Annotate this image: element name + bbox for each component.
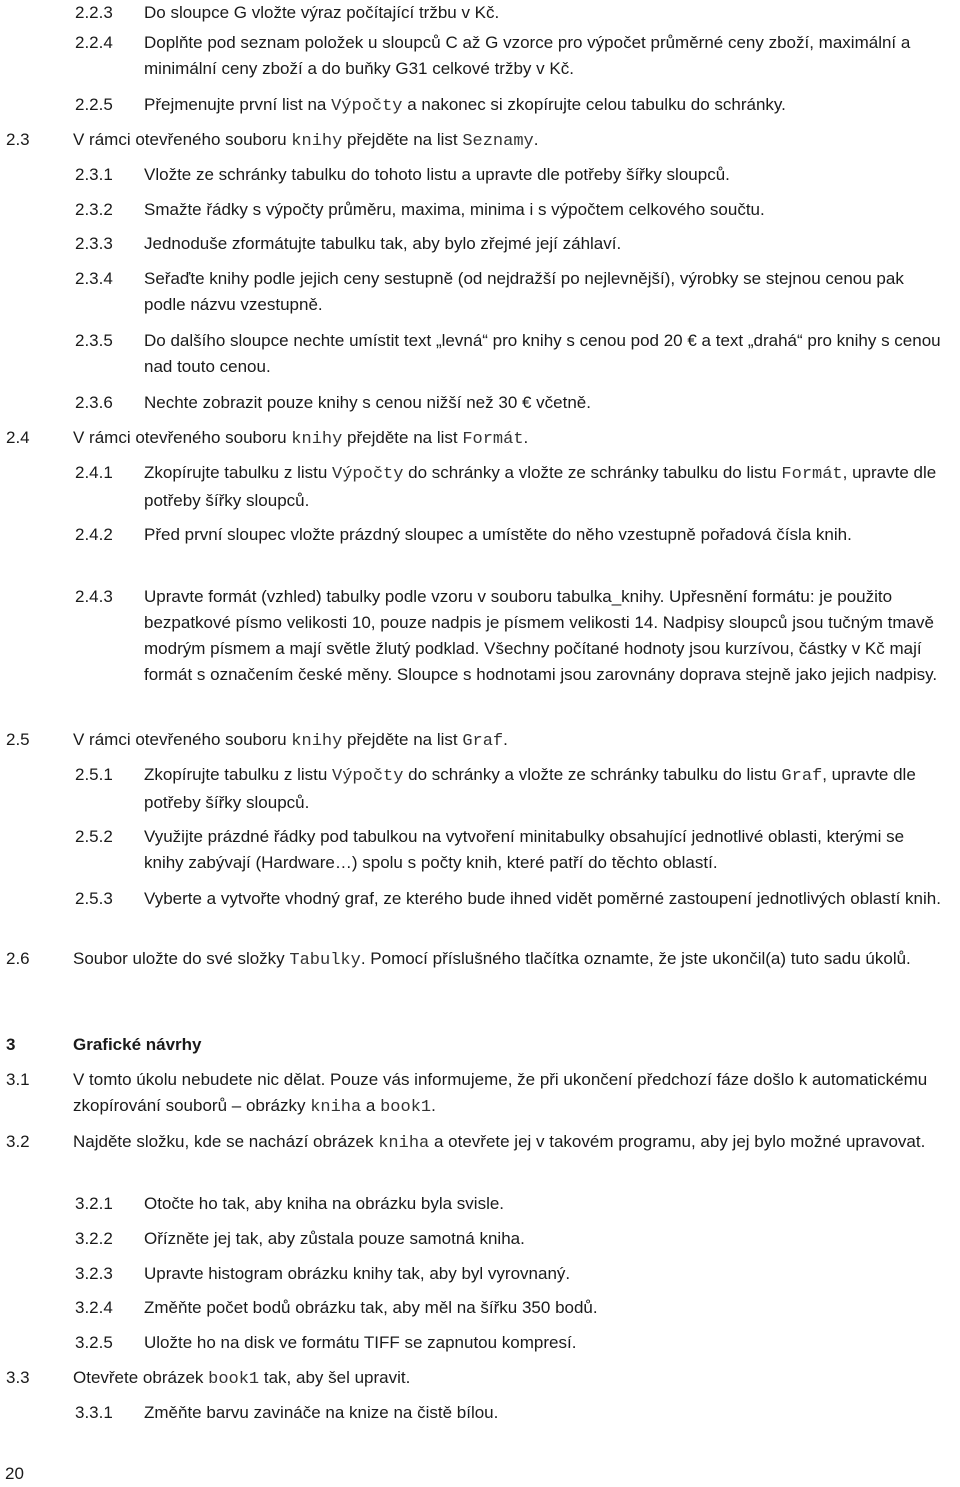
text-segment: Upravte formát (vzhled) tabulky podle vzoru v souboru tabulka_knihy. Upřesnění formátu: je použito bezpatkové písmo velikosti 10, pouze nadpis je písmem velikosti 14. Nadpisy sloupců jsou tučným tmavě modrým písmem a mají světle žlutý podklad. Všechny počítané hodnoty jsou kurzívou, částky v Kč mají formát s označením české měny. Sloupce s hodnotami jsou zarovnány doprava stejně jako jejich nadpisy. <box>144 587 938 684</box>
text-segment: Změňte počet bodů obrázku tak, aby měl na šířku 350 bodů. <box>144 1298 598 1317</box>
text-segment: a nakonec si zkopírujte celou tabulku do schránky. <box>402 95 786 114</box>
text-segment: , upravte dle potřeby šířky sloupců. <box>144 765 916 812</box>
text-segment: Vyberte a vytvořte vhodný graf, ze kterého bude ihned vidět poměrné zastoupení jednotlivých oblastí knih. <box>144 889 941 908</box>
task-text <box>73 1067 942 1121</box>
task-item-2-4-2 <box>75 522 942 548</box>
task-item-3-2-1 <box>75 1191 942 1217</box>
task-number: 2.3.2 <box>75 200 113 219</box>
code-name: kniha <box>378 1134 430 1153</box>
task-number: 3.2.3 <box>75 1264 113 1283</box>
task-item-3-2-2 <box>75 1226 942 1252</box>
task-item-2-2-5 <box>75 92 942 120</box>
code-name: knihy <box>291 732 343 751</box>
text-segment: Přejmenujte první list na <box>144 95 332 114</box>
task-text <box>144 162 942 188</box>
task-text <box>144 328 942 380</box>
task-item-2-3-5 <box>75 328 942 380</box>
task-text <box>144 1191 942 1217</box>
task-number: 2.6 <box>6 949 30 968</box>
text-segment: tak, aby šel upravit. <box>259 1368 411 1387</box>
text-segment: Najděte složku, kde se nachází obrázek <box>73 1132 379 1151</box>
text-segment: Uložte ho na disk ve formátu TIFF se zapnutou kompresí. <box>144 1333 577 1352</box>
task-number: 2.3.5 <box>75 331 113 350</box>
text-segment: . <box>503 730 508 749</box>
task-number: 2.3.1 <box>75 165 113 184</box>
task-number: 2.3.3 <box>75 234 113 253</box>
text-segment: Zkopírujte tabulku z listu <box>144 765 333 784</box>
task-text <box>144 1261 942 1287</box>
task-text <box>73 1129 942 1157</box>
text-segment: přejděte na list <box>342 428 463 447</box>
task-item-2-3-3 <box>75 231 942 257</box>
text-segment: . <box>431 1096 436 1115</box>
task-number: 2.2.5 <box>75 95 113 114</box>
task-number: 2.5.3 <box>75 889 113 908</box>
task-item-3-2-5 <box>75 1330 942 1356</box>
section-heading <box>73 1032 942 1058</box>
task-text <box>144 0 942 26</box>
task-item-2-6 <box>6 946 942 974</box>
text-segment: Otevřete obrázek <box>73 1368 209 1387</box>
task-text <box>144 390 942 416</box>
task-text <box>144 197 942 223</box>
text-segment: V rámci otevřeného souboru <box>73 130 292 149</box>
code-name: Výpočty <box>332 465 404 484</box>
task-item-2-3-4 <box>75 266 942 318</box>
task-text <box>73 425 942 453</box>
task-item-3-3-1 <box>75 1400 942 1426</box>
task-item-2-2-3 <box>75 0 942 26</box>
text-segment: Otočte ho tak, aby kniha na obrázku byla svisle. <box>144 1194 505 1213</box>
task-text <box>144 30 942 82</box>
text-segment: Ořízněte jej tak, aby zůstala pouze samotná kniha. <box>144 1229 525 1248</box>
code-name: knihy <box>291 430 343 449</box>
text-segment: do schránky a vložte ze schránky tabulku do listu <box>403 765 782 784</box>
task-number: 2.3.4 <box>75 269 113 288</box>
text-segment: a otevřete jej v takovém programu, aby jej bylo možné upravovat. <box>429 1132 926 1151</box>
text-segment: přejděte na list <box>342 130 463 149</box>
task-item-2-5-3 <box>75 886 942 912</box>
text-segment: . Pomocí příslušného tlačítka oznamte, že jste ukončil(a) tuto sadu úkolů. <box>360 949 911 968</box>
text-segment: Doplňte pod seznam položek u sloupců C až G vzorce pro výpočet průměrné ceny zboží, maximální a minimální ceny zboží a do buňky G31 celkové tržby v Kč. <box>144 33 911 78</box>
text-segment: Využijte prázdné řádky pod tabulkou na vytvoření minitabulky obsahující jednotlivé oblasti, kterými se knihy zabývají (Hardware…) spolu s počty knih, které patří do těchto oblastí. <box>144 827 905 872</box>
task-text <box>144 886 942 912</box>
task-item-3-2-4 <box>75 1295 942 1321</box>
code-name: Výpočty <box>332 767 404 786</box>
text-segment: . <box>533 130 539 149</box>
task-text <box>144 1226 942 1252</box>
task-item-3-1 <box>6 1067 942 1121</box>
task-item-2-5 <box>6 727 942 755</box>
task-number: 2.4.3 <box>75 587 113 606</box>
task-text <box>73 127 942 155</box>
task-item-2-2-4 <box>75 30 942 82</box>
task-item-3-2 <box>6 1129 942 1157</box>
code-name: Graf <box>781 767 823 786</box>
code-name: kniha <box>310 1098 362 1117</box>
text-segment: Smažte řádky s výpočty průměru, maxima, minima i s výpočtem celkového součtu. <box>144 200 765 219</box>
task-text <box>144 266 942 318</box>
task-text <box>144 762 942 816</box>
text-segment: Upravte histogram obrázku knihy tak, aby byl vyrovnaný. <box>144 1264 571 1283</box>
text-segment: Jednoduše zformátujte tabulku tak, aby bylo zřejmé její záhlaví. <box>144 234 622 253</box>
task-text <box>144 1400 942 1426</box>
code-name: knihy <box>291 132 343 151</box>
task-item-2-3-1 <box>75 162 942 188</box>
task-number: 3.2.4 <box>75 1298 113 1317</box>
text-segment: V rámci otevřeného souboru <box>73 730 292 749</box>
code-name: book1 <box>208 1370 260 1389</box>
code-name: Výpočty <box>331 97 403 116</box>
text-segment: a <box>361 1096 381 1115</box>
text-segment: do schránky a vložte ze schránky tabulku do listu <box>403 463 782 482</box>
task-number: 2.5.2 <box>75 827 113 846</box>
task-item-2-3-2 <box>75 197 942 223</box>
task-text <box>144 92 942 120</box>
task-number: 2.3 <box>6 130 30 149</box>
code-name: book1 <box>380 1098 432 1117</box>
task-number: 2.5 <box>6 730 30 749</box>
code-name: Formát <box>781 465 843 484</box>
text-segment: Grafické návrhy <box>73 1035 202 1054</box>
text-segment: , upravte dle potřeby šířky sloupců. <box>144 463 937 510</box>
task-number: 3 <box>6 1035 16 1054</box>
text-segment: Soubor uložte do své složky <box>73 949 290 968</box>
task-number: 3.3.1 <box>75 1403 113 1422</box>
task-number: 2.5.1 <box>75 765 113 784</box>
task-text <box>73 727 942 755</box>
text-segment: Seřaďte knihy podle jejich ceny sestupně (od nejdražší po nejlevnější), výrobky se stejnou cenou pak podle názvu vzestupně. <box>144 269 904 314</box>
task-text <box>144 1330 942 1356</box>
text-segment: Změňte barvu zavináče na knize na čistě bílou. <box>144 1403 499 1422</box>
task-text <box>144 231 942 257</box>
text-segment: Do dalšího sloupce nechte umístit text „levná“ pro knihy s cenou pod 20 € a text „drahá“ pro knihy s cenou nad touto cenou. <box>144 331 941 376</box>
text-segment: přejděte na list <box>342 730 463 749</box>
task-item-3-3 <box>6 1365 942 1393</box>
text-segment: V rámci otevřeného souboru <box>73 428 292 447</box>
task-number: 3.2.5 <box>75 1333 113 1352</box>
task-item-2-5-2 <box>75 824 942 876</box>
task-item-2-4 <box>6 425 942 453</box>
task-number: 3.2.2 <box>75 1229 113 1248</box>
task-number: 3.3 <box>6 1368 30 1387</box>
task-item-3 <box>6 1032 942 1058</box>
page-number: 20 <box>5 1464 24 1483</box>
task-number: 2.4 <box>6 428 30 447</box>
task-text <box>73 946 942 974</box>
text-segment: . <box>523 428 529 447</box>
task-item-3-2-3 <box>75 1261 942 1287</box>
task-item-2-5-1 <box>75 762 942 816</box>
task-number: 2.3.6 <box>75 393 113 412</box>
task-item-2-4-3 <box>75 584 942 688</box>
code-name: Seznamy <box>462 132 534 151</box>
task-text <box>144 1295 942 1321</box>
task-number: 2.4.1 <box>75 463 113 482</box>
text-segment: Vložte ze schránky tabulku do tohoto listu a upravte dle potřeby šířky sloupců. <box>144 165 730 184</box>
task-number: 3.1 <box>6 1070 30 1089</box>
task-item-2-3 <box>6 127 942 155</box>
task-item-2-3-6 <box>75 390 942 416</box>
text-segment: V tomto úkolu nebudete nic dělat. Pouze vás informujeme, že při ukončení předchozí fáze došlo k automatickému zkopírování souborů – obrázky <box>73 1070 928 1115</box>
task-number: 3.2.1 <box>75 1194 113 1213</box>
task-number: 3.2 <box>6 1132 30 1151</box>
task-number: 2.2.4 <box>75 33 113 52</box>
text-segment: Před první sloupec vložte prázdný sloupec a umístěte do něho vzestupně pořadová čísla knih. <box>144 525 852 544</box>
code-name: Formát <box>462 430 524 449</box>
code-name: Tabulky <box>289 951 361 970</box>
text-segment: Nechte zobrazit pouze knihy s cenou nižší než 30 € včetně. <box>144 393 591 412</box>
task-item-2-4-1 <box>75 460 942 514</box>
task-text <box>144 584 942 688</box>
task-text <box>144 824 942 876</box>
code-name: Graf <box>462 732 504 751</box>
task-number: 2.4.2 <box>75 525 113 544</box>
text-segment: Do sloupce G vložte výraz počítající tržbu v Kč. <box>144 3 500 22</box>
text-segment: Zkopírujte tabulku z listu <box>144 463 333 482</box>
task-text <box>144 460 942 514</box>
task-text <box>144 522 942 548</box>
task-number: 2.2.3 <box>75 3 113 22</box>
task-text <box>73 1365 942 1393</box>
